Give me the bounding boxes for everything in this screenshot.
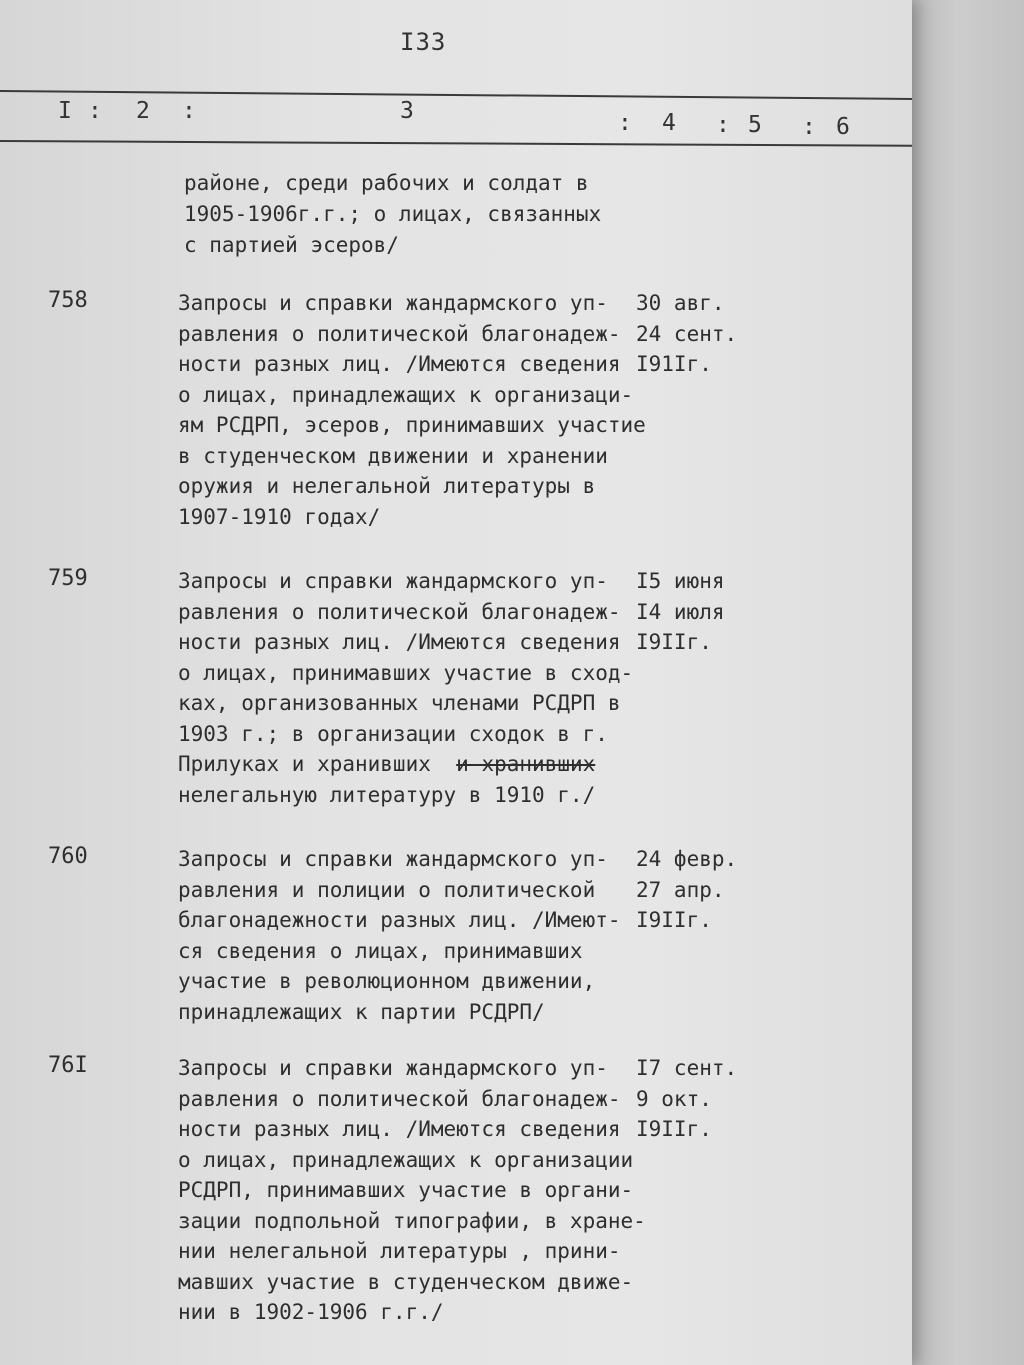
text-line: ности разных лиц. /Имеются сведения [178, 630, 621, 654]
text-line: Запросы и справки жандармского уп- [178, 1056, 608, 1080]
text-line: районе, среди рабочих и солдат в [184, 171, 589, 195]
column-header-2: 2 [136, 98, 150, 124]
text-line: равления о политической благонадеж- [178, 599, 621, 624]
text-line: равления о политической благонадеж- [178, 1086, 621, 1111]
text-line: ям РСДРП, эсеров, принимавших участие [178, 413, 646, 437]
text-line: о лицах, принадлежащих к организации [178, 1147, 634, 1172]
date-year: I9IIг. [636, 630, 712, 654]
date-start: I5 июня [636, 569, 725, 593]
text-line: зации подпольной типографии, в хране- [178, 1208, 646, 1233]
date-start: I7 сент. [636, 1056, 738, 1080]
text-line: 1905-1906г.г.; о лицах, связанных [184, 202, 602, 226]
text-line: участие в революционном движении, [178, 969, 596, 993]
entry-number: 759 [48, 566, 88, 591]
date-end: I4 июля [636, 599, 725, 624]
date-year: I91Iг. [636, 352, 712, 376]
entry-description [178, 1053, 646, 1328]
entry-description [178, 566, 638, 810]
column-header-5: 5 [748, 112, 762, 138]
date-end: 9 окт. [636, 1086, 712, 1111]
text-line: ности разных лиц. /Имеются сведения [178, 352, 621, 376]
text-line: ности разных лиц. /Имеются сведения [178, 1117, 621, 1141]
text-line: о лицах, принимавших участие в сход- [178, 660, 634, 685]
column-header-4: 4 [662, 110, 676, 136]
text-line: Запросы и справки жандармского уп- [178, 291, 608, 315]
column-header-1: I [58, 98, 72, 124]
column-header-6: 6 [836, 114, 850, 140]
text-line: благонадежности разных лиц. /Имеют- [178, 908, 621, 932]
date-start: 24 февр. [636, 847, 738, 871]
text-line: Запросы и справки жандармского уп- [178, 569, 608, 593]
text-line: нии в 1902-1906 г.г./ [178, 1300, 444, 1324]
text-line: РСДРП, принимавших участие в органи- [178, 1178, 634, 1202]
date-end: 27 апр. [636, 877, 725, 902]
text-line: нелегальную литературу в 1910 г./ [178, 782, 596, 807]
entry-dates [636, 566, 725, 658]
header-rule-bottom [0, 140, 912, 147]
entry-number: 758 [48, 288, 88, 313]
struck-text: и хранивших [456, 752, 596, 776]
date-year: I9IIг. [636, 1117, 712, 1141]
text-line: принадлежащих к партии РСДРП/ [178, 999, 545, 1024]
date-end: 24 сент. [636, 321, 738, 346]
text-line: равления и полиции о политической [178, 877, 596, 902]
text-line: оружия и нелегальной литературы в [178, 474, 596, 498]
continuation-text [184, 168, 601, 261]
entry-dates [636, 1053, 737, 1145]
text-line: равления о политической благонадеж- [178, 321, 621, 346]
date-start: 30 авг. [636, 291, 725, 315]
column-header-sep: : [716, 112, 730, 138]
text-line: нии нелегальной литературы , прини- [178, 1239, 621, 1263]
text-line: Запросы и справки жандармского уп- [178, 847, 608, 871]
column-header-sep: : [618, 110, 632, 136]
text-line: ся сведения о лицах, принимавших [178, 938, 583, 963]
date-year: I9IIг. [636, 908, 712, 932]
text-line: ках, организованных членами РСДРП в [178, 691, 621, 715]
text-line [178, 749, 638, 780]
entry-dates [636, 288, 737, 380]
entry-dates [636, 844, 737, 936]
text-line: с партией эсеров/ [184, 233, 399, 257]
entry-description [178, 288, 646, 532]
column-header-sep: : [88, 98, 102, 124]
page-number: I33 [400, 28, 447, 56]
column-header-sep: : [802, 114, 816, 140]
text-line: мавших участие в студенческом движе- [178, 1269, 634, 1294]
column-header-3: 3 [400, 98, 414, 124]
text-line-start: Прилуках и хранивших [178, 752, 431, 776]
column-header-sep: : [182, 98, 196, 124]
text-line: в студенческом движении и хранении [178, 443, 608, 468]
text-line: 1903 г.; в организации сходок в г. [178, 721, 608, 746]
text-line: 1907-1910 годах/ [178, 504, 381, 529]
entry-description [178, 844, 638, 1027]
entry-number: 760 [48, 844, 88, 869]
entry-number: 76I [48, 1053, 88, 1078]
underlying-sheet [912, 0, 1024, 1365]
text-line: о лицах, принадлежащих к организаци- [178, 382, 634, 407]
